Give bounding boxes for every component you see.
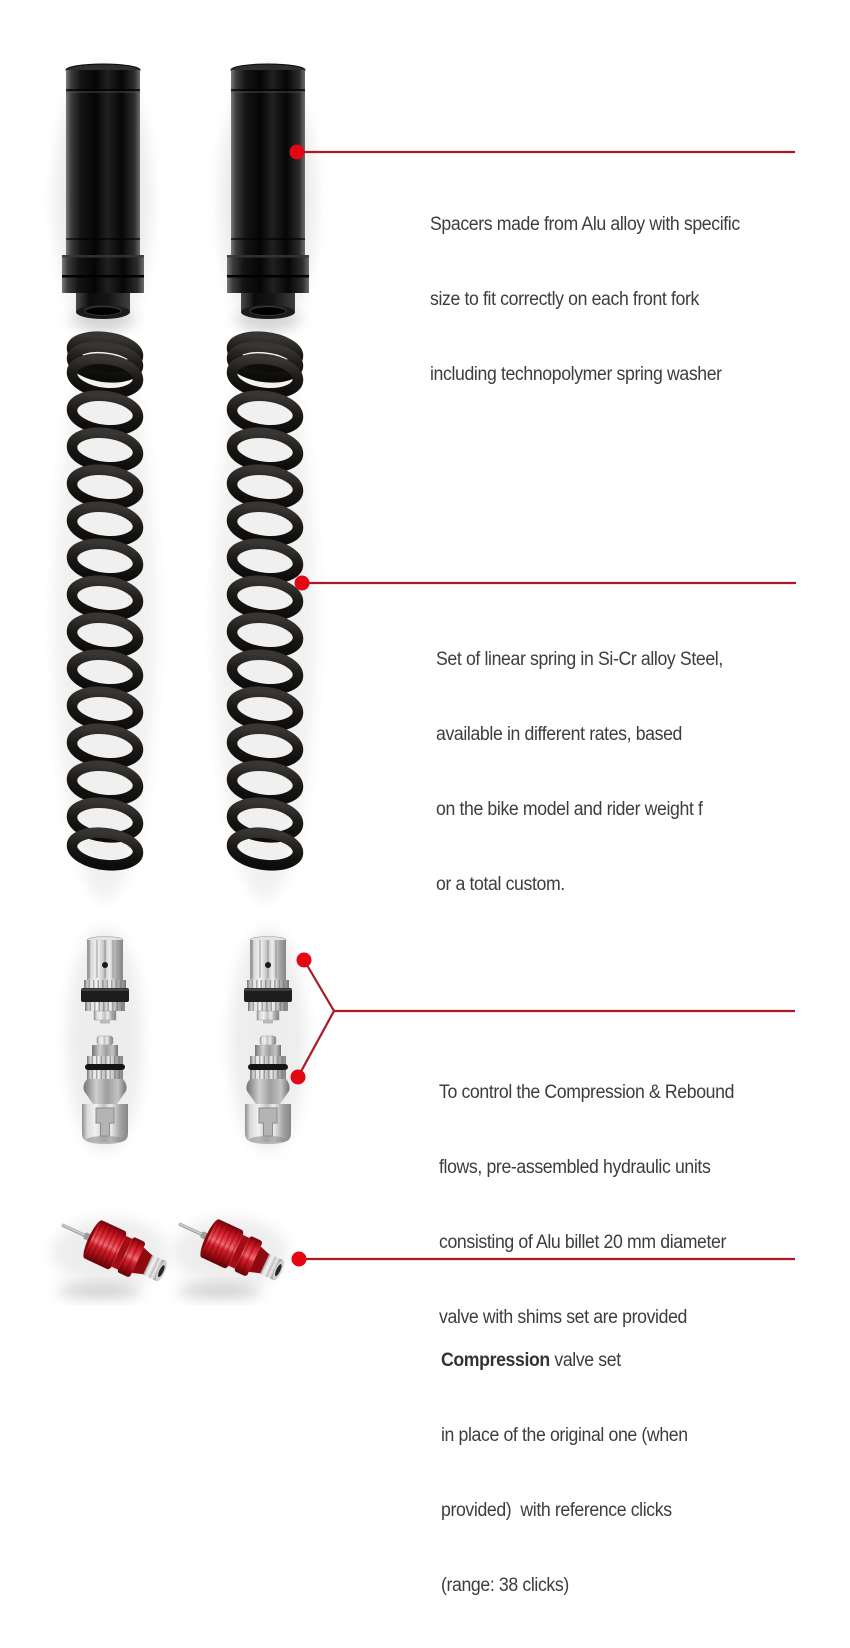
callout-text-line: (range: 38 clicks) <box>441 1575 569 1596</box>
callout-text-line: To control the Compression & Rebound <box>439 1082 735 1103</box>
spring-callout-text <box>436 597 723 947</box>
fork-spacer-left <box>62 64 144 319</box>
callout-text-line: including technopolymer spring washer <box>430 364 722 385</box>
callout-text-line: Spacers made from Alu alloy with specific <box>430 214 740 235</box>
hydraulic-upper-callout-dot <box>297 953 312 968</box>
callout-text-line: or a total custom. <box>436 874 565 895</box>
callout-text-line: consisting of Alu billet 20 mm diameter <box>439 1232 727 1253</box>
callout-text-line: in place of the original one (when <box>441 1425 688 1446</box>
callout-text-line <box>441 1348 688 1373</box>
callout-text-line: size to fit correctly on each front fork <box>430 289 699 310</box>
callout-text-line: on the bike model and rider weight f <box>436 799 703 820</box>
callout-text-line: Set of linear spring in Si-Cr alloy Steel, <box>436 649 723 670</box>
compression-callout-text <box>441 1298 688 1648</box>
compression-callout-dot <box>292 1252 307 1267</box>
spring-callout-dot <box>295 576 310 591</box>
callout-text-line: available in different rates, based <box>436 724 682 745</box>
rebound-valve-unit-left <box>81 937 129 1024</box>
callout-text-line: provided) with reference clicks <box>441 1500 672 1521</box>
callout-text-line: valve set <box>549 1350 621 1371</box>
spacer-callout-dot <box>290 145 305 160</box>
callout-text-line: flows, pre-assembled hydraulic units <box>439 1157 711 1178</box>
hydraulic-lower-callout-dot <box>291 1070 306 1085</box>
compression-bold-label: Compression <box>441 1350 550 1371</box>
rebound-valve-unit-right <box>244 937 292 1024</box>
fork-spacer-right <box>227 64 309 319</box>
callout-text-line: valve with shims set are provided <box>439 1307 687 1328</box>
spacer-callout-text <box>430 162 740 437</box>
